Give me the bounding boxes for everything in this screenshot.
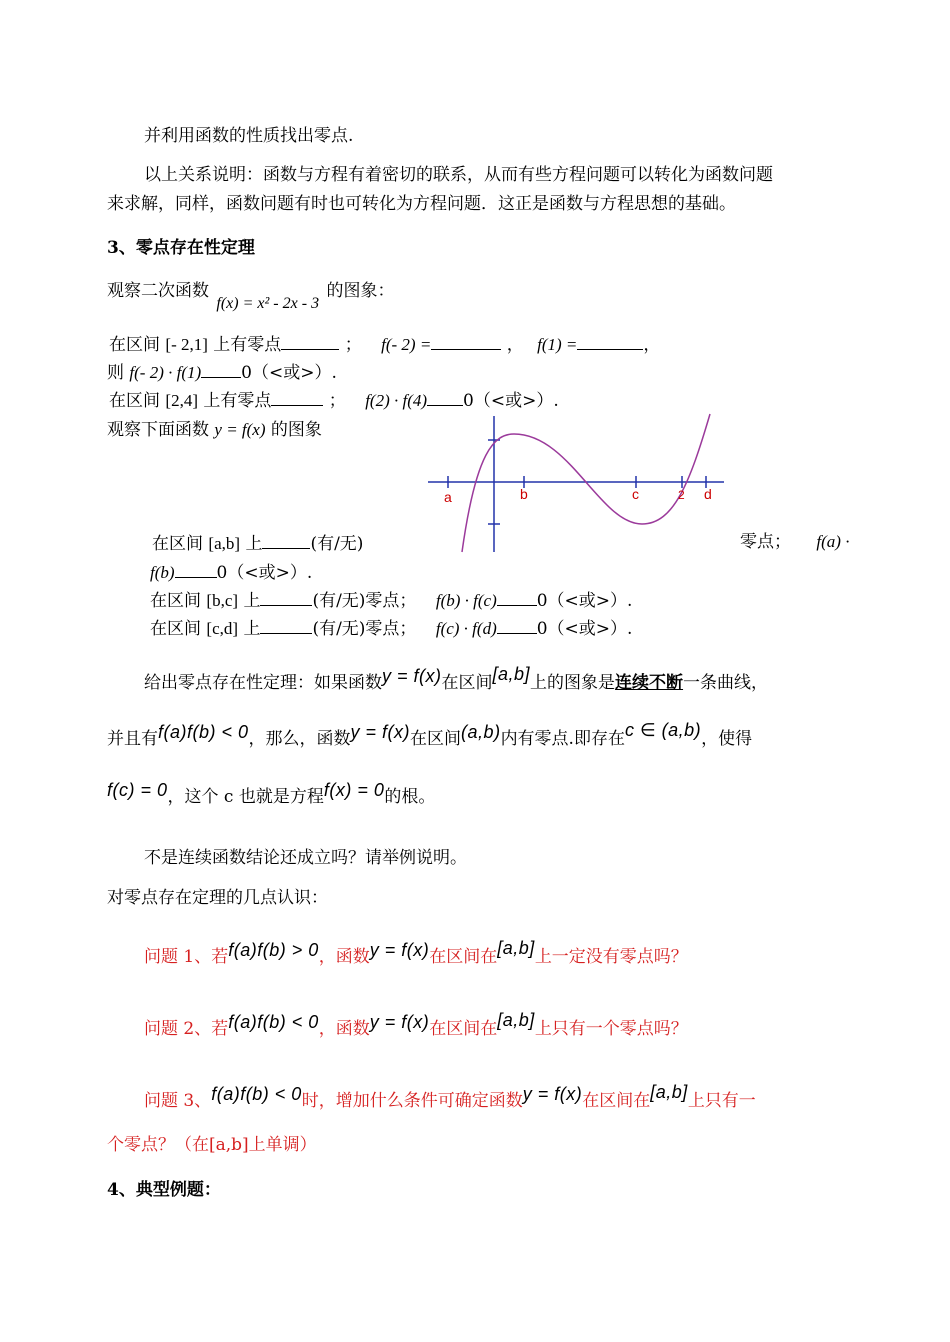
text: 上有零点 bbox=[213, 335, 282, 355]
text: ，函数 bbox=[318, 947, 370, 967]
x-label-a: a bbox=[444, 489, 452, 505]
answer-blank[interactable] bbox=[497, 587, 537, 606]
interval: [b,c] bbox=[206, 591, 239, 610]
answer-blank[interactable] bbox=[262, 530, 310, 549]
x-label-2: 2 bbox=[678, 488, 685, 502]
answer-blank[interactable] bbox=[175, 559, 217, 578]
text: 时，增加什么条件可确定函数 bbox=[301, 1091, 523, 1111]
underlined-term: 连续不断 bbox=[615, 673, 684, 693]
text: 的图象： bbox=[326, 281, 395, 301]
graph-row-1 bbox=[152, 530, 363, 556]
text: 上 bbox=[243, 619, 261, 639]
text: 给出零点存在性定理：如果函数 bbox=[144, 673, 382, 693]
formula-image: f(a)f(b) < 0 bbox=[211, 1084, 302, 1104]
text: 在区间在 bbox=[429, 1019, 498, 1039]
text: 问题 1、若 bbox=[144, 947, 229, 967]
expression: f(1) = bbox=[537, 335, 578, 354]
expression: f(c) · f(d) bbox=[435, 619, 497, 638]
x-label-c: c bbox=[632, 486, 639, 502]
text: 在区间 bbox=[441, 673, 493, 693]
text: 内有零点.即存在 bbox=[500, 729, 625, 749]
paragraph-2-line-1: 以上关系说明：函数与方程有着密切的联系，从而有些方程问题可以转化为函数问题 bbox=[144, 165, 773, 185]
formula-image: y = f(x) bbox=[522, 1084, 583, 1104]
answer-blank[interactable] bbox=[577, 331, 643, 350]
text: 0（<或>）. bbox=[536, 619, 633, 639]
text: ，函数 bbox=[318, 1019, 370, 1039]
function-graph bbox=[420, 412, 740, 558]
expression: f(b) bbox=[150, 563, 175, 582]
answer-blank[interactable] bbox=[427, 387, 463, 406]
formula-image: y = f(x) bbox=[382, 666, 442, 686]
interval: [c,d] bbox=[206, 619, 239, 638]
text: 在区间 bbox=[109, 391, 160, 411]
text: ， bbox=[643, 335, 661, 355]
text: 在区间在 bbox=[429, 947, 498, 967]
question-row-1 bbox=[109, 331, 660, 357]
answer-blank[interactable] bbox=[260, 587, 312, 606]
formula-image: f(a)f(b) < 0 bbox=[158, 722, 249, 742]
answer-blank[interactable] bbox=[431, 331, 501, 350]
answer-blank[interactable] bbox=[497, 615, 537, 634]
answer-blank[interactable] bbox=[271, 387, 323, 406]
formula-image: y = f(x) bbox=[369, 1012, 430, 1032]
formula-image: [a,b] bbox=[497, 938, 535, 958]
text: (有/无) bbox=[310, 534, 364, 554]
expression: f(a) · bbox=[816, 532, 850, 551]
text: 上只有一 bbox=[687, 1091, 756, 1111]
interval: [a,b] bbox=[208, 534, 241, 553]
text: ，那么，函数 bbox=[248, 729, 351, 749]
text: 问题 2、若 bbox=[144, 1019, 229, 1039]
text: 在区间在 bbox=[582, 1091, 651, 1111]
x-label-d: d bbox=[704, 486, 712, 502]
text: 的图象 bbox=[270, 420, 322, 440]
text: 在区间 bbox=[109, 335, 160, 355]
interval: [- 2,1] bbox=[165, 335, 208, 354]
formula-image: (a,b) bbox=[461, 722, 501, 742]
text: 则 bbox=[107, 363, 124, 383]
interval: [2,4] bbox=[165, 391, 198, 410]
text: 的根。 bbox=[384, 787, 436, 807]
answer-blank[interactable] bbox=[260, 615, 312, 634]
graph-row-3 bbox=[150, 587, 632, 613]
text: 0（<或>）. bbox=[463, 391, 559, 411]
text: 问题 3、 bbox=[144, 1091, 212, 1111]
formula-image: f(c) = 0 bbox=[107, 780, 168, 800]
formula-image: [a,b] bbox=[650, 1082, 688, 1102]
formula-image: f(a)f(b) > 0 bbox=[228, 940, 319, 960]
problem-3-line-1 bbox=[144, 1082, 756, 1113]
theorem-line-2 bbox=[107, 720, 753, 751]
question-row-3 bbox=[109, 387, 559, 413]
text: 0（<或>）. bbox=[241, 363, 337, 383]
text: 在区间 bbox=[152, 534, 203, 554]
answer-blank[interactable] bbox=[201, 359, 241, 378]
graph-row-4 bbox=[150, 615, 632, 641]
formula-image: f(x) = 0 bbox=[323, 780, 385, 800]
text: ； bbox=[328, 391, 346, 411]
text: 观察二次函数 bbox=[107, 281, 209, 301]
question-row-2 bbox=[107, 359, 337, 385]
text: ； bbox=[344, 335, 362, 355]
answer-blank[interactable] bbox=[281, 331, 339, 350]
text: (有/无)零点； bbox=[312, 619, 417, 639]
text: 在区间 bbox=[150, 591, 201, 611]
expression: f(b) · f(c) bbox=[435, 591, 497, 610]
text: 零点； bbox=[740, 532, 791, 552]
text: 在区间 bbox=[150, 619, 201, 639]
paragraph-2-line-2: 来求解，同样，函数问题有时也可转化为方程问题．这正是函数与方程思想的基础。 bbox=[107, 194, 736, 214]
problem-1 bbox=[144, 938, 688, 969]
theorem-line-1 bbox=[144, 664, 769, 695]
formula-image: [a,b] bbox=[492, 664, 531, 684]
expression: f(- 2) · f(1) bbox=[129, 363, 202, 382]
text: (有/无)零点； bbox=[312, 591, 417, 611]
text: ，这个 c 也就是方程 bbox=[167, 787, 324, 807]
text: ， bbox=[506, 335, 524, 355]
text: 上一定没有零点吗？ bbox=[534, 947, 688, 967]
quadratic-formula: f(x) = x² - 2x - 3 bbox=[216, 295, 320, 312]
section-3-heading: 3、零点存在性定理 bbox=[107, 238, 255, 258]
cubic-curve bbox=[462, 414, 710, 552]
formula-image: f(a)f(b) < 0 bbox=[228, 1012, 319, 1032]
paragraph-1: 并利用函数的性质找出零点. bbox=[144, 126, 354, 146]
observe-function bbox=[107, 418, 322, 442]
theorem-line-3 bbox=[107, 780, 436, 809]
text: 上 bbox=[245, 534, 263, 554]
text: 并且有 bbox=[107, 729, 158, 749]
graph-row-2 bbox=[150, 559, 312, 585]
section-4-heading: 4、典型例题： bbox=[107, 1180, 221, 1200]
text: ，使得 bbox=[701, 729, 753, 749]
expression: f(- 2) = bbox=[381, 335, 432, 354]
text: 上只有一个零点吗？ bbox=[534, 1019, 688, 1039]
function-formula: y = f(x) bbox=[214, 420, 266, 439]
formula-image: c ∈ (a,b) bbox=[624, 720, 702, 740]
expression: f(2) · f(4) bbox=[365, 391, 428, 410]
text: 0（<或>）. bbox=[536, 591, 633, 611]
text: 观察下面函数 bbox=[107, 420, 209, 440]
formula-image: y = f(x) bbox=[350, 722, 411, 742]
graph-row-1-right bbox=[740, 530, 849, 554]
text: 上的图象是 bbox=[530, 673, 616, 693]
text: 上 bbox=[243, 591, 261, 611]
formula-image: y = f(x) bbox=[369, 940, 430, 960]
observe-quadratic bbox=[107, 279, 395, 312]
problem-2 bbox=[144, 1010, 688, 1041]
recognition-intro: 对零点存在定理的几点认识： bbox=[107, 888, 328, 908]
text: 上有零点 bbox=[203, 391, 272, 411]
problem-3-line-2: 个零点？（在[a,b]上单调） bbox=[107, 1135, 317, 1155]
continuity-question: 不是连续函数结论还成立吗？请举例说明。 bbox=[144, 848, 467, 868]
formula-image: [a,b] bbox=[497, 1010, 535, 1030]
text: 0（<或>）. bbox=[216, 563, 313, 583]
text: 在区间 bbox=[410, 729, 462, 749]
text: 一条曲线， bbox=[683, 673, 769, 693]
x-label-b: b bbox=[520, 486, 528, 502]
